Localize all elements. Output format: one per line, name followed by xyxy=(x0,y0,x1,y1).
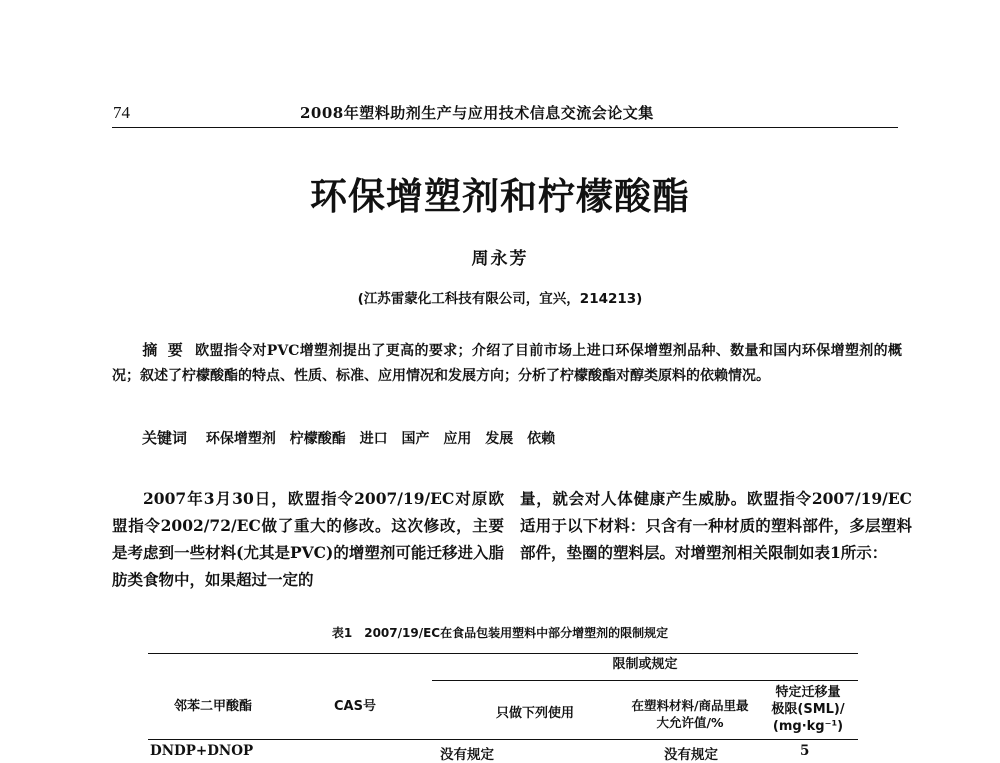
abstract-text: 欧盟指令对PVC增塑剂提出了更高的要求；介绍了目前市场上进口环保增塑剂品种、数量和国内环保增塑剂的概况；叙述了柠檬酸酯的特点、性质、标准、应用情况和发展方向；分析了柠檬酸酯对醇类原料的依赖情况。 xyxy=(112,343,902,384)
table-caption-text: 2007/19/EC在食品包装用塑料中部分增塑剂的限制规定 xyxy=(364,626,669,640)
header-phthalate: 邻苯二甲酸酯 xyxy=(173,699,252,714)
keywords-label: 关键词 xyxy=(142,429,188,447)
keyword: 进口 xyxy=(359,431,388,447)
table-top-rule xyxy=(148,653,858,654)
running-head: 2008年塑料助剂生产与应用技术信息交流会论文集 xyxy=(300,104,654,122)
abstract xyxy=(112,338,902,389)
table-number: 表1 xyxy=(331,626,353,640)
header-sml-line3: (mg·kg⁻¹) xyxy=(772,719,844,734)
cell-phthalate: DNDP+DNOP xyxy=(150,743,254,759)
body-column-left: 2007年3月30日，欧盟指令2007/19/EC对原欧盟指令2002/72/EC做了重大的修改。这次修改，主要是考虑到一些材料(尤其是PVC)的增塑剂可能迁移进入脂肪类食物中，如果超过一定的 xyxy=(112,489,504,589)
page-number: 74 xyxy=(113,103,130,122)
keywords xyxy=(142,427,564,448)
header-cas: CAS号 xyxy=(334,699,376,714)
keyword: 环保增塑剂 xyxy=(205,431,276,447)
table-group-rule xyxy=(432,680,858,681)
header-restriction-group: 限制或规定 xyxy=(612,657,678,672)
header-use-only: 只做下列使用 xyxy=(495,706,574,721)
keyword: 应用 xyxy=(443,431,472,447)
keyword: 国产 xyxy=(401,431,430,447)
keyword: 柠檬酸酯 xyxy=(289,431,346,447)
header-rule xyxy=(112,127,898,128)
header-sml-line2: 极限(SML)/ xyxy=(771,702,845,717)
table-header-rule xyxy=(148,739,858,740)
header-sml-line1: 特定迁移量 xyxy=(775,685,841,700)
cell-max-allowed: 没有规定 xyxy=(664,747,718,763)
affiliation: (江苏雷蒙化工科技有限公司，宜兴，214213) xyxy=(357,291,643,307)
table-caption xyxy=(0,624,1000,641)
body-column-right: 量，就会对人体健康产生威胁。欧盟指令2007/19/EC适用于以下材料：只含有一种材质的塑料部件，多层塑料部件，垫圈的塑料层。对增塑剂相关限制如表1所示： xyxy=(520,489,912,562)
header-sml xyxy=(758,684,858,735)
author: 周永芳 xyxy=(471,249,529,269)
keyword: 依赖 xyxy=(527,431,556,447)
cell-use-only: 没有规定 xyxy=(440,747,494,763)
article-title: 环保增塑剂和柠檬酸酯 xyxy=(310,175,690,218)
keyword: 发展 xyxy=(485,431,514,447)
header-max-allowed: 在塑料材料/商品里最大允许值/% xyxy=(631,698,749,730)
cell-sml: 5 xyxy=(800,743,810,759)
abstract-label: 摘要 xyxy=(142,341,194,359)
